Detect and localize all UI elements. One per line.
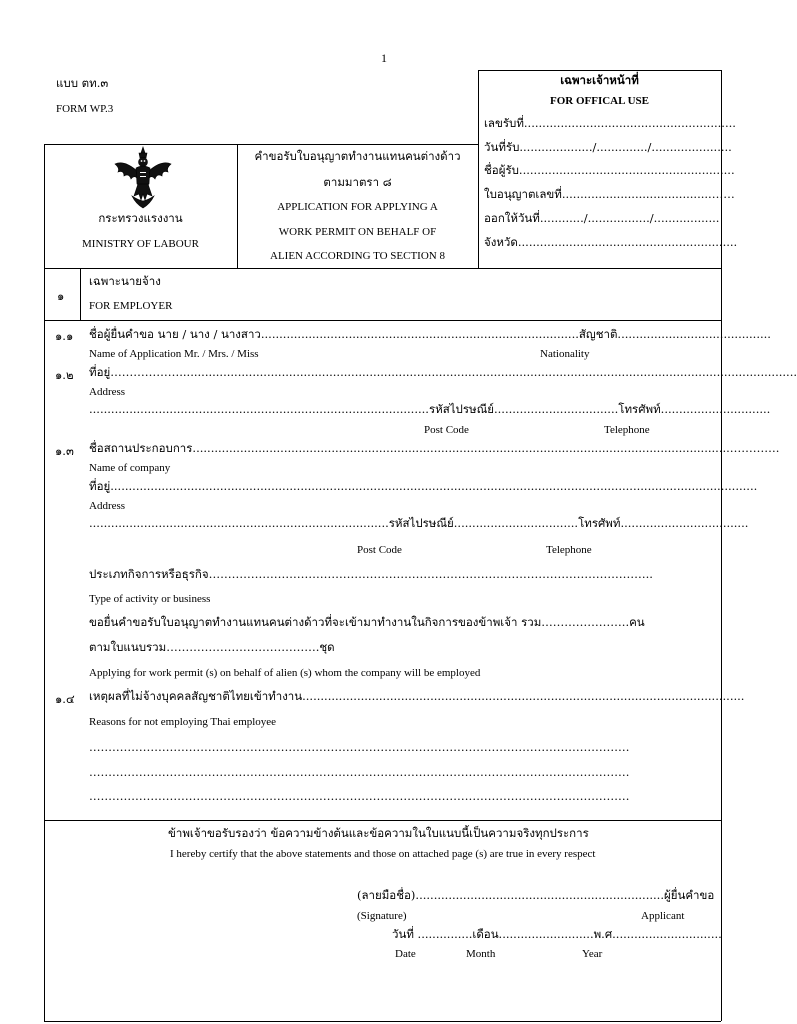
issue-date-field[interactable]: ออกให้วันที่............/................./..................	[484, 211, 720, 225]
applicant-name-label-en: Name of Application Mr. / Mrs. / Miss	[89, 348, 259, 360]
section-1-title-th: เฉพาะนายจ้าง	[89, 274, 161, 288]
certification-text-en: I hereby certify that the above statements and those on attached page (s) are true in every respect	[170, 848, 596, 860]
date-label-en: Date	[395, 948, 416, 960]
header-box-top-border	[44, 144, 478, 145]
receipt-number-field[interactable]: เลขรับที่..........................................................	[484, 116, 736, 130]
office-box-top-border	[478, 70, 721, 71]
applicant-postcode-phone-field[interactable]: .............................................................................................รหัสไปรษณีย์..................................โทรศัพท์..............................	[89, 402, 771, 416]
item-1-4-number: ๑.๔	[55, 692, 75, 706]
nationality-label-en: Nationality	[540, 348, 590, 360]
applicant-telephone-label-en: Telephone	[604, 424, 650, 436]
form-code-en: FORM WP.3	[56, 103, 114, 115]
attachment-count-field[interactable]: ตามใบแนบรวม………………………………….ชุด	[89, 640, 335, 654]
form-title-th-line2: ตามมาตรา ๘	[323, 175, 392, 189]
reason-field[interactable]: เหตุผลที่ไม่จ้างบุคคลสัญชาติไทยเข้าทำงาน.........................................................................................................................	[89, 689, 745, 703]
signature-label-en: (Signature)	[357, 910, 407, 922]
form-bottom-border	[44, 1021, 721, 1022]
business-type-field[interactable]: ประเภทกิจการหรือธุรกิจ……………………………………………………………………………………………………..	[89, 567, 653, 581]
form-title-en-line2: WORK PERMIT ON BEHALF OF	[278, 226, 437, 238]
garuda-emblem-icon	[112, 144, 174, 212]
form-title-en-line1: APPLICATION FOR APPLYING A	[277, 201, 438, 213]
company-address-label-en: Address	[89, 500, 126, 512]
receipt-date-field[interactable]: วันที่รับ..................../............../......................	[484, 140, 732, 154]
receiver-name-field[interactable]: ชื่อผู้รับ...........................................................	[484, 163, 735, 177]
office-use-title-en: FOR OFFICAL USE	[549, 95, 649, 107]
ministry-name-en: MINISTRY OF LABOUR	[82, 238, 199, 250]
year-label-en: Year	[582, 948, 603, 960]
form-left-border	[44, 144, 45, 1021]
section-number-divider	[80, 268, 81, 320]
form-title-th-line1: คำขอรับใบอนุญาตทำงานแทนคนต่างด้าว	[254, 149, 461, 163]
page-number: 1	[381, 51, 387, 65]
applicant-label-en: Applicant	[641, 910, 685, 922]
apply-statement-en: Applying for work permit (s) on behalf of alien (s) whom the company will be employed	[89, 667, 481, 679]
applicant-address-label-en: Address	[89, 386, 126, 398]
office-use-title-th: เฉพาะเจ้าหน้าที่	[560, 73, 639, 87]
permit-number-field[interactable]: ใบอนุญาตเลขที่.........................................……	[484, 187, 735, 201]
reason-label-en: Reasons for not employing Thai employee	[89, 716, 277, 728]
item-1-2-number: ๑.๒	[55, 368, 74, 382]
alien-count-field[interactable]: ขอยื่นคำขอรับใบอนุญาตทำงานแทนคนต่างด้าวที่จะเข้ามาทำงานในกิจการของข้าพเจ้า รวม…………………..คน	[89, 615, 645, 629]
business-type-label-en: Type of activity or business	[89, 593, 211, 605]
company-address-field[interactable]: ที่อยู่.................................................................................................................................................................................	[89, 479, 758, 493]
section-title-bottom-border	[44, 320, 721, 321]
company-name-field[interactable]: ชื่อสถานประกอบการ...................................................................................................................................................………….	[89, 441, 780, 455]
section-1-number: ๑	[57, 289, 65, 303]
header-bottom-border	[44, 268, 721, 269]
certification-text-th: ข้าพเจ้าขอรับรองว่า ข้อความข้างต้นและข้อความในใบแนบนี้เป็นความจริงทุกประการ	[168, 826, 589, 840]
item-1-1-number: ๑.๑	[55, 329, 74, 343]
reason-line-3[interactable]: ……………………………………………………………………………………………………………………………	[89, 789, 630, 803]
province-field[interactable]: จังหวัด............................................................	[484, 235, 738, 249]
reason-line-2[interactable]: ……………………………………………………………………………………………………………………………	[89, 765, 630, 779]
applicant-name-field[interactable]: ชื่อผู้ยื่นคำขอ นาย / นาง / นางสาว.......................................................................................สัญชาติ..........................................	[89, 327, 771, 341]
section-1-title-en: FOR EMPLOYER	[89, 300, 173, 312]
form-code-th: แบบ ตท.๓	[56, 76, 109, 90]
applicant-address-field[interactable]: ที่อยู่……………….........................................................................................................................................................................	[89, 365, 797, 379]
signature-field[interactable]: (ลายมือชื่อ)....................................................................ผู้ยื่นคำขอ	[357, 888, 715, 902]
form-right-border	[721, 268, 722, 1021]
applicant-postcode-label-en: Post Code	[424, 424, 469, 436]
company-telephone-label-en: Telephone	[546, 544, 592, 556]
month-label-en: Month	[466, 948, 496, 960]
certification-top-border	[44, 820, 721, 821]
date-field[interactable]: วันที่ ...............เดือน..........................พ.ศ..............................	[392, 927, 722, 941]
ministry-name-th: กระทรวงแรงงาน	[98, 211, 183, 225]
item-1-3-number: ๑.๓	[55, 444, 74, 458]
company-name-label-en: Name of company	[89, 462, 171, 474]
company-postcode-label-en: Post Code	[357, 544, 402, 556]
form-title-en-line3: ALIEN ACCORDING TO SECTION 8	[270, 250, 445, 262]
company-postcode-phone-field[interactable]: ..................................................................................รหัสไปรษณีย์..................................โทรศัพท์...................................	[89, 516, 749, 530]
reason-line-1[interactable]: ……………………………………………………………………………………………………………………………	[89, 740, 630, 754]
